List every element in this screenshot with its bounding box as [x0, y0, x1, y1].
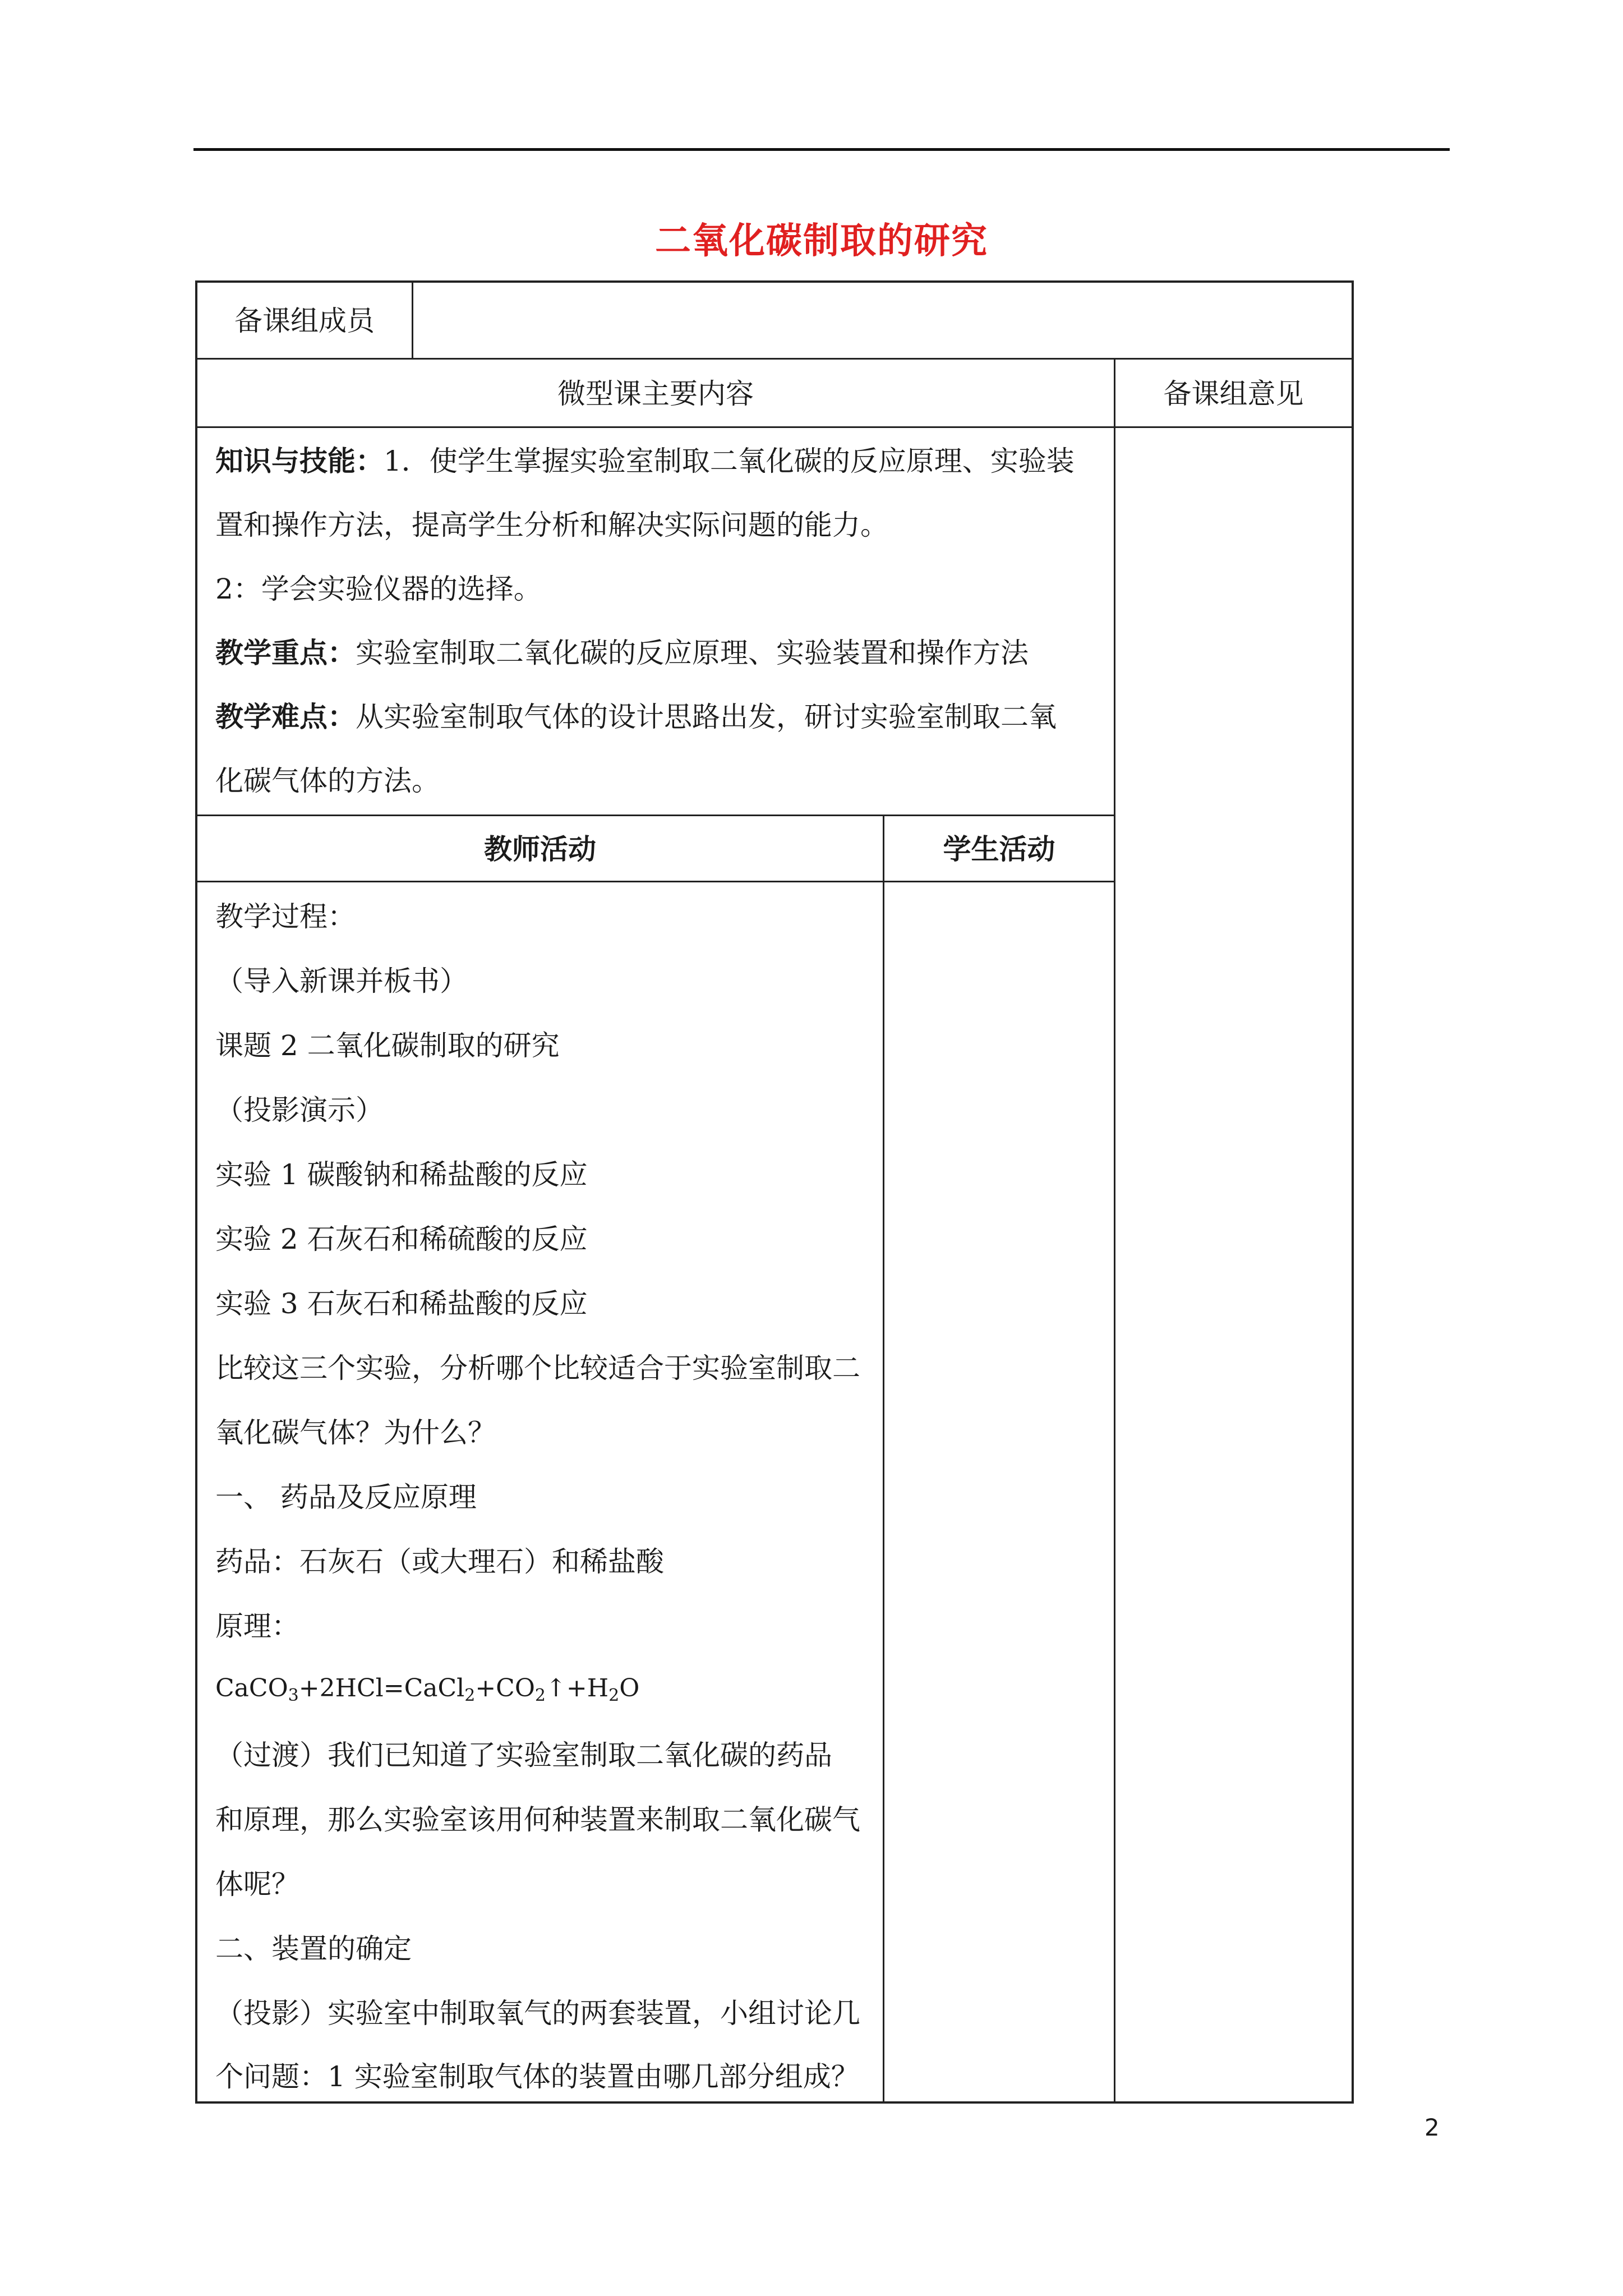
equation-part: O: [619, 1674, 640, 1703]
student-activity-header: 学生活动: [943, 832, 1055, 866]
page-title: 二氧化碳制取的研究: [655, 220, 988, 262]
teacher-line: 实验 1 碳酸钠和稀盐酸的反应: [215, 1158, 588, 1191]
difficulty-text: 从实验室制取气体的设计思路出发，研讨实验室制取二氧: [356, 701, 1057, 733]
equation-subscript: 3: [288, 1686, 299, 1705]
equation-part: +CO: [475, 1674, 535, 1703]
teacher-line: 和原理，那么实验室该用何种装置来制取二氧化碳气: [215, 1803, 860, 1836]
teacher-line: 个问题：1 实验室制取气体的装置由哪几部分组成？: [215, 2060, 859, 2093]
row-divider: [197, 358, 1352, 360]
teacher-line: 比较这三个实验，分析哪个比较适合于实验室制取二: [215, 1352, 860, 1384]
knowledge-label: 知识与技能：: [215, 444, 384, 477]
objective-item2: 2：学会实验仪器的选择。: [215, 573, 542, 605]
teacher-line: 体呢？: [215, 1868, 299, 1901]
teacher-line: （投影演示）: [215, 1094, 384, 1126]
lesson-plan-table: [195, 280, 1354, 2104]
teacher-line: 氧化碳气体？为什么？: [215, 1416, 496, 1449]
reaction-equation: [215, 1674, 639, 1706]
teacher-line: （过渡）我们已知道了实验室制取二氧化碳的药品: [215, 1739, 832, 1772]
difficulty-label: 教学难点：: [215, 700, 356, 733]
objective-difficulty-line1: [215, 700, 1057, 734]
objective-knowledge-line2: 置和操作方法，提高学生分析和解决实际问题的能力。: [215, 509, 888, 541]
members-label: 备课组成员: [234, 305, 375, 337]
teacher-activity-header: 教师活动: [484, 832, 596, 866]
members-field[interactable]: [413, 283, 1350, 358]
teacher-line: 一、 药品及反应原理: [215, 1481, 477, 1513]
teacher-line: 原理：: [215, 1610, 299, 1642]
equation-subscript: 2: [608, 1686, 620, 1705]
equation-subscript: 2: [464, 1686, 476, 1705]
knowledge-text: 1．使学生掌握实验室制取二氧化碳的反应原理、实验装: [384, 445, 1075, 477]
equation-part: +2HCl=CaCl: [298, 1674, 465, 1703]
teacher-line: 教学过程：: [215, 900, 356, 933]
key-text: 实验室制取二氧化碳的反应原理、实验装置和操作方法: [356, 637, 1029, 669]
student-activity-field[interactable]: [884, 882, 1114, 2104]
teacher-line: （投影）实验室中制取氧气的两套装置，小组讨论几: [215, 1997, 860, 2030]
opinion-header: 备课组意见: [1163, 378, 1304, 410]
teacher-line: （导入新课并板书）: [215, 965, 468, 997]
objective-knowledge-line1: [215, 444, 1075, 478]
header-rule: [193, 148, 1450, 151]
equation-subscript: 2: [534, 1686, 546, 1705]
content-header: 微型课主要内容: [557, 378, 754, 410]
teacher-line: 实验 2 石灰石和稀硫酸的反应: [215, 1223, 588, 1255]
teacher-line: 二、装置的确定: [215, 1932, 412, 1965]
equation-part: CaCO: [215, 1674, 288, 1703]
equation-part: ↑+H: [546, 1674, 609, 1703]
key-label: 教学重点：: [215, 636, 356, 669]
objective-key-point: [215, 636, 1029, 670]
teacher-line: 课题 2 二氧化碳制取的研究: [215, 1029, 560, 1062]
teacher-line: 药品：石灰石（或大理石）和稀盐酸: [215, 1545, 664, 1578]
page-number: 2: [1424, 2114, 1440, 2141]
opinion-field[interactable]: [1115, 428, 1352, 2104]
row-divider: [197, 815, 1114, 816]
objective-difficulty-line2: 化碳气体的方法。: [215, 765, 440, 797]
teacher-line: 实验 3 石灰石和稀盐酸的反应: [215, 1287, 588, 1320]
